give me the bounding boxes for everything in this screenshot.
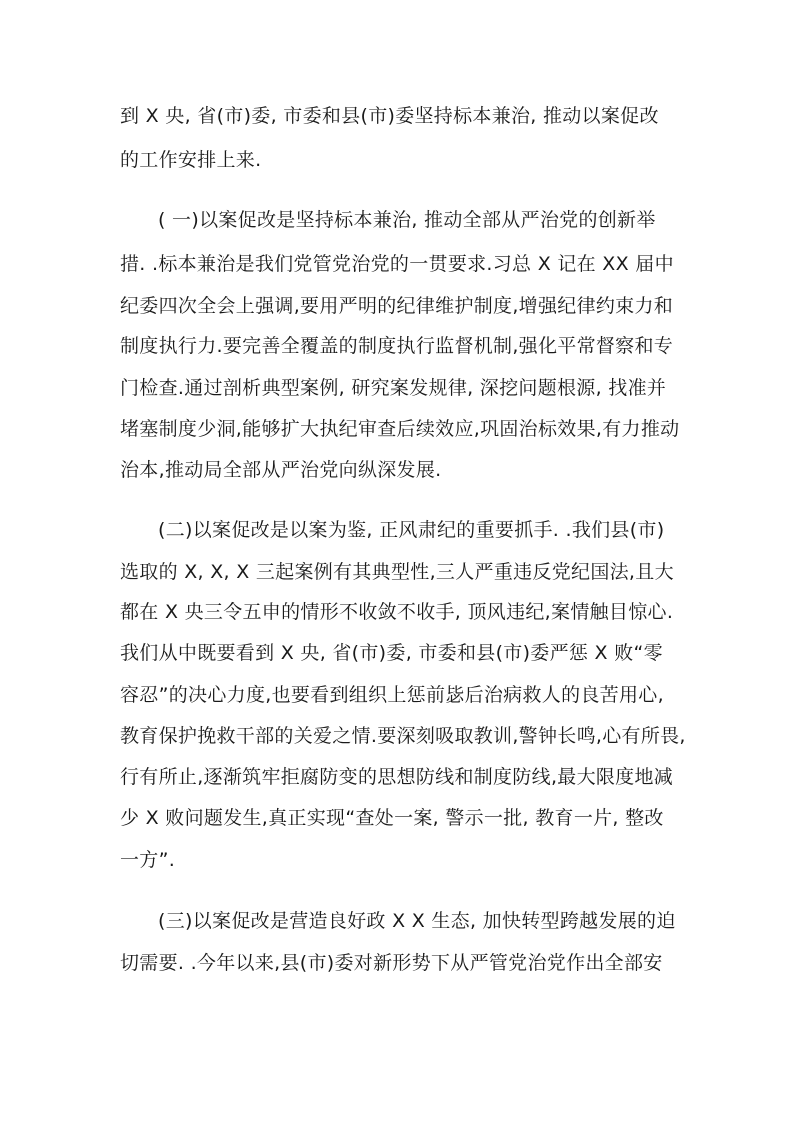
text-line-8: 堵塞制度少洞,能够扩大执纪审查后续效应,巩固治标效果,有力推动: [120, 418, 680, 440]
text-line-7: 门检查.通过剖析典型案例, 研究案发规律, 深挖问题根源, 找准并: [120, 377, 667, 399]
text-line-18: 一方”.: [120, 849, 176, 871]
text-line-13: 我们从中既要看到 X 央, 省(市)委, 市委和县(市)委严惩 X 败“零: [120, 642, 663, 664]
text-line-4: 措. .标本兼治是我们党管党治党的一贯要求.习总 X 记在 XX 届中: [120, 253, 674, 275]
text-line-2: 的工作安排上来.: [120, 149, 262, 171]
text-line-10: (二)以案促改是以案为鉴, 正风肃纪的重要抓手. .我们县(市): [158, 519, 665, 541]
text-line-3: ( 一)以案促改是坚持标本兼治, 推动全部从严治党的创新举: [158, 209, 656, 231]
text-line-15: 教育保护挽救干部的关爱之情.要深刻吸取教训,警钟长鸣,心有所畏,: [120, 725, 686, 747]
text-line-20: 切需要. .今年以来,县(市)委对新形势下从严管党治党作出全部安: [120, 952, 663, 974]
text-line-19: (三)以案促改是营造良好政 X X 生态, 加快转型跨越发展的迫: [158, 910, 676, 932]
text-line-11: 选取的 X, X, X 三起案例有其典型性,三人严重违反党纪国法,且大: [120, 561, 674, 583]
text-line-1: 到 X 央, 省(市)委, 市委和县(市)委坚持标本兼治, 推动以案促改: [120, 105, 659, 127]
text-line-9: 治本,推动局全部从严治党向纵深发展.: [120, 459, 442, 481]
text-line-14: 容忍”的决心力度,也要看到组织上惩前毖后治病救人的良苦用心,: [120, 684, 664, 706]
text-line-16: 行有所止,逐渐筑牢拒腐防变的思想防线和制度防线,最大限度地减: [120, 766, 674, 788]
text-line-12: 都在 X 央三令五申的情形不收敛不收手, 顶风违纪,案情触目惊心.: [120, 601, 674, 623]
text-line-6: 制度执行力.要完善全覆盖的制度执行监督机制,强化平常督察和专: [120, 335, 674, 357]
text-line-17: 少 X 败问题发生,真正实现“查处一案, 警示一批, 教育一片, 整改: [120, 807, 664, 829]
text-line-5: 纪委四次全会上强调,要用严明的纪律维护制度,增强纪律约束力和: [120, 295, 674, 317]
